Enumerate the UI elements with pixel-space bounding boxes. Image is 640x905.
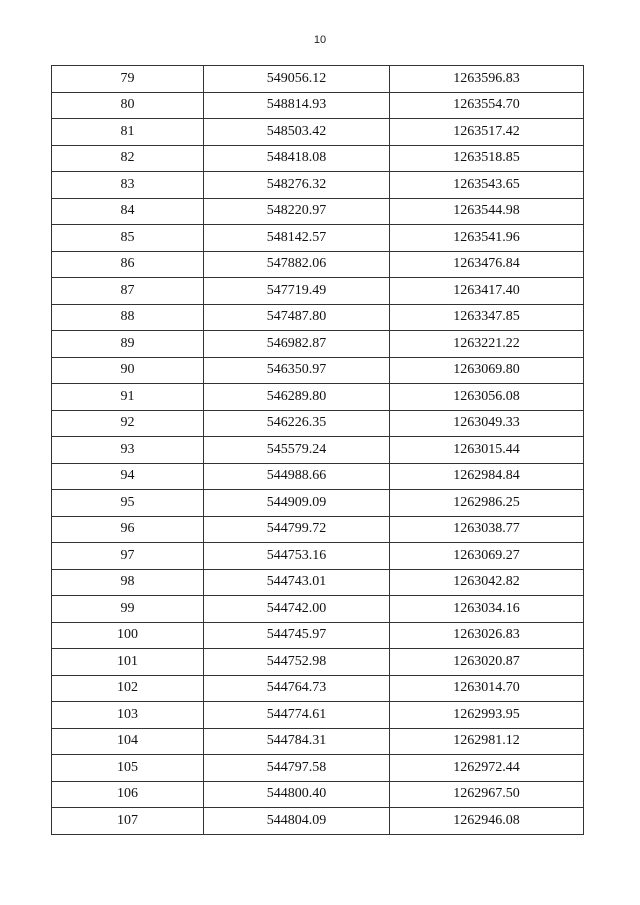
point-number-cell: 94 [52, 463, 204, 490]
x-coordinate-cell: 547487.80 [204, 304, 390, 331]
y-coordinate-cell: 1262993.95 [390, 702, 584, 729]
x-coordinate-cell: 548142.57 [204, 225, 390, 252]
table-row [52, 225, 584, 252]
y-coordinate-cell: 1263026.83 [390, 622, 584, 649]
x-coordinate-cell: 548220.97 [204, 198, 390, 225]
y-coordinate-cell: 1263056.08 [390, 384, 584, 411]
table-row [52, 649, 584, 676]
y-coordinate-cell: 1263034.16 [390, 596, 584, 623]
y-coordinate-cell: 1263554.70 [390, 92, 584, 119]
x-coordinate-cell: 549056.12 [204, 66, 390, 93]
x-coordinate-cell: 544797.58 [204, 755, 390, 782]
y-coordinate-cell: 1263020.87 [390, 649, 584, 676]
x-coordinate-cell: 544764.73 [204, 675, 390, 702]
table-row [52, 145, 584, 172]
y-coordinate-cell: 1262981.12 [390, 728, 584, 755]
point-number-cell: 84 [52, 198, 204, 225]
x-coordinate-cell: 546226.35 [204, 410, 390, 437]
table-row [52, 384, 584, 411]
table-row [52, 596, 584, 623]
table-row [52, 516, 584, 543]
y-coordinate-cell: 1262972.44 [390, 755, 584, 782]
x-coordinate-cell: 544753.16 [204, 543, 390, 570]
page-number: 10 [313, 34, 327, 46]
table-row [52, 755, 584, 782]
x-coordinate-cell: 547719.49 [204, 278, 390, 305]
x-coordinate-cell: 548276.32 [204, 172, 390, 199]
x-coordinate-cell: 548814.93 [204, 92, 390, 119]
point-number-cell: 82 [52, 145, 204, 172]
y-coordinate-cell: 1263042.82 [390, 569, 584, 596]
coordinates-table-wrapper [51, 65, 583, 835]
point-number-cell: 107 [52, 808, 204, 835]
table-row [52, 490, 584, 517]
y-coordinate-cell: 1263038.77 [390, 516, 584, 543]
x-coordinate-cell: 544799.72 [204, 516, 390, 543]
point-number-cell: 106 [52, 781, 204, 808]
point-number-cell: 98 [52, 569, 204, 596]
table-row [52, 92, 584, 119]
point-number-cell: 103 [52, 702, 204, 729]
point-number-cell: 87 [52, 278, 204, 305]
x-coordinate-cell: 544804.09 [204, 808, 390, 835]
y-coordinate-cell: 1263596.83 [390, 66, 584, 93]
point-number-cell: 81 [52, 119, 204, 146]
table-row [52, 119, 584, 146]
point-number-cell: 104 [52, 728, 204, 755]
y-coordinate-cell: 1263517.42 [390, 119, 584, 146]
table-row [52, 702, 584, 729]
y-coordinate-cell: 1263476.84 [390, 251, 584, 278]
point-number-cell: 91 [52, 384, 204, 411]
table-row [52, 66, 584, 93]
table-row [52, 622, 584, 649]
point-number-cell: 83 [52, 172, 204, 199]
point-number-cell: 79 [52, 66, 204, 93]
point-number-cell: 85 [52, 225, 204, 252]
y-coordinate-cell: 1263417.40 [390, 278, 584, 305]
x-coordinate-cell: 544988.66 [204, 463, 390, 490]
point-number-cell: 90 [52, 357, 204, 384]
y-coordinate-cell: 1263541.96 [390, 225, 584, 252]
y-coordinate-cell: 1263221.22 [390, 331, 584, 358]
x-coordinate-cell: 544800.40 [204, 781, 390, 808]
y-coordinate-cell: 1263347.85 [390, 304, 584, 331]
y-coordinate-cell: 1263543.65 [390, 172, 584, 199]
point-number-cell: 97 [52, 543, 204, 570]
point-number-cell: 102 [52, 675, 204, 702]
x-coordinate-cell: 547882.06 [204, 251, 390, 278]
table-row [52, 304, 584, 331]
coordinates-table [51, 65, 584, 835]
table-row [52, 463, 584, 490]
x-coordinate-cell: 544743.01 [204, 569, 390, 596]
x-coordinate-cell: 546982.87 [204, 331, 390, 358]
y-coordinate-cell: 1263544.98 [390, 198, 584, 225]
y-coordinate-cell: 1262984.84 [390, 463, 584, 490]
coordinates-table-body [52, 66, 584, 835]
x-coordinate-cell: 544784.31 [204, 728, 390, 755]
x-coordinate-cell: 546350.97 [204, 357, 390, 384]
y-coordinate-cell: 1263015.44 [390, 437, 584, 464]
y-coordinate-cell: 1262946.08 [390, 808, 584, 835]
point-number-cell: 99 [52, 596, 204, 623]
x-coordinate-cell: 546289.80 [204, 384, 390, 411]
table-row [52, 675, 584, 702]
point-number-cell: 100 [52, 622, 204, 649]
point-number-cell: 92 [52, 410, 204, 437]
x-coordinate-cell: 544909.09 [204, 490, 390, 517]
y-coordinate-cell: 1262967.50 [390, 781, 584, 808]
table-row [52, 198, 584, 225]
y-coordinate-cell: 1263518.85 [390, 145, 584, 172]
x-coordinate-cell: 548503.42 [204, 119, 390, 146]
x-coordinate-cell: 544742.00 [204, 596, 390, 623]
x-coordinate-cell: 544745.97 [204, 622, 390, 649]
y-coordinate-cell: 1263049.33 [390, 410, 584, 437]
table-row [52, 251, 584, 278]
table-row [52, 543, 584, 570]
point-number-cell: 101 [52, 649, 204, 676]
table-row [52, 410, 584, 437]
y-coordinate-cell: 1263014.70 [390, 675, 584, 702]
table-row [52, 437, 584, 464]
y-coordinate-cell: 1263069.80 [390, 357, 584, 384]
point-number-cell: 105 [52, 755, 204, 782]
point-number-cell: 96 [52, 516, 204, 543]
x-coordinate-cell: 548418.08 [204, 145, 390, 172]
table-row [52, 728, 584, 755]
x-coordinate-cell: 545579.24 [204, 437, 390, 464]
table-row [52, 808, 584, 835]
point-number-cell: 80 [52, 92, 204, 119]
table-row [52, 357, 584, 384]
x-coordinate-cell: 544752.98 [204, 649, 390, 676]
table-row [52, 569, 584, 596]
table-row [52, 781, 584, 808]
table-row [52, 278, 584, 305]
point-number-cell: 95 [52, 490, 204, 517]
table-row [52, 172, 584, 199]
y-coordinate-cell: 1263069.27 [390, 543, 584, 570]
point-number-cell: 93 [52, 437, 204, 464]
x-coordinate-cell: 544774.61 [204, 702, 390, 729]
y-coordinate-cell: 1262986.25 [390, 490, 584, 517]
point-number-cell: 88 [52, 304, 204, 331]
table-row [52, 331, 584, 358]
point-number-cell: 89 [52, 331, 204, 358]
point-number-cell: 86 [52, 251, 204, 278]
